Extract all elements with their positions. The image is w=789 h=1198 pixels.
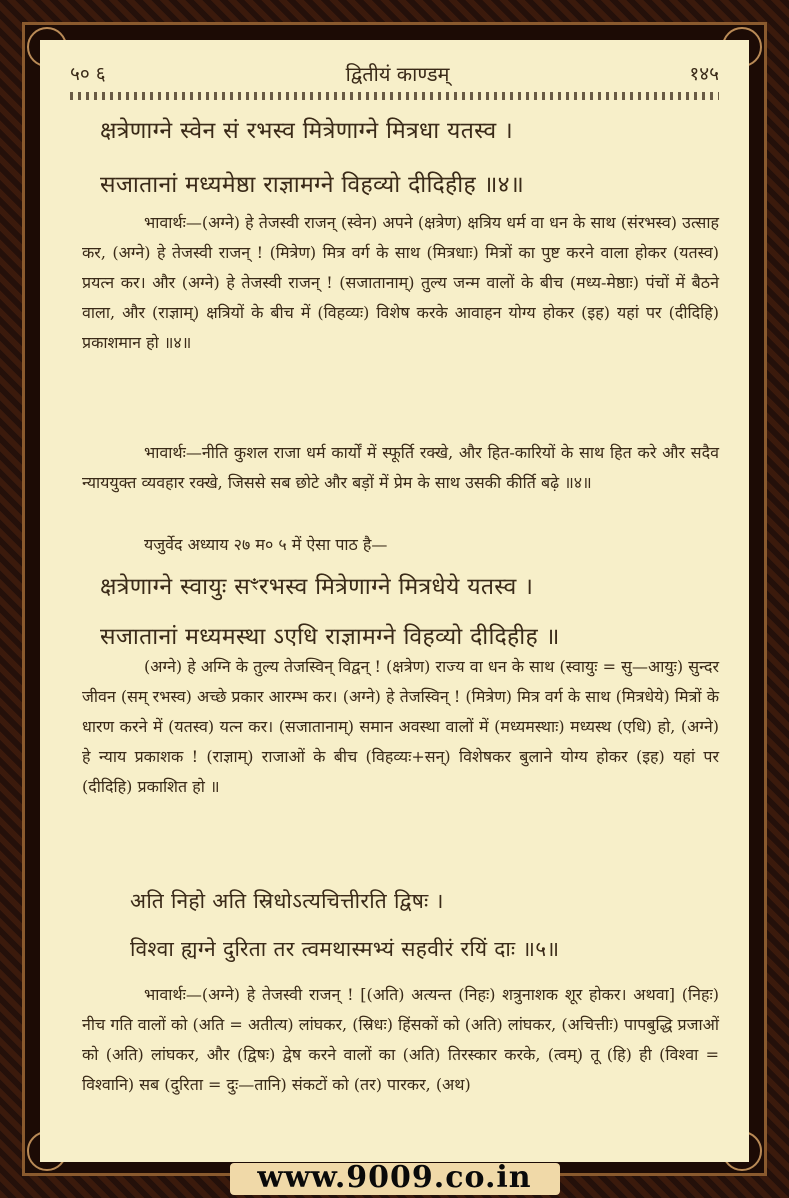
page-title: द्वितीयं काण्डम् bbox=[345, 61, 450, 86]
commentary-paragraph: भावार्थः—(अग्ने) हे तेजस्वी राजन् ! [(अति) अत्यन्त (निहः) शत्रुनाशक शूर होकर। अथवा] (निहः) नीच गति वालों को (अति = अतीत्य) लांघकर, (स्रिधः) हिंसकों को (अति) लांघकर, (अचित्तीः) पापबुद्धि प्रजाओं को (अति) लांघकर, और (द्विषः) द्वेष करने वालों का (अति) तिरस्कार करके, (त्वम्) तू (हि) ही (विश्वा = विश्वानि) सब (दुरिता = दुः—तानि) संकटों को (तर) पारकर, (अथ) bbox=[82, 985, 719, 1094]
page-header bbox=[70, 58, 719, 88]
verse-line: क्षत्रेणाग्ने स्वेन सं रभस्व मित्रेणाग्ने मित्रधा यतस्व । bbox=[100, 118, 514, 144]
verse-3 bbox=[130, 882, 709, 968]
commentary-paragraph: भावार्थः—(अग्ने) हे तेजस्वी राजन् (स्वेन) अपने (क्षत्रेण) क्षत्रिय धर्म वा धन के साथ (संरभस्व) उत्साह कर, (अग्ने) हे तेजस्वी राजन् ! (मित्रेण) मित्र वर्ग के साथ (मित्रधाः) मित्रों का पुष्ट करने वाला होकर (यतस्व) प्रयत्न कर। और (अग्ने) हे तेजस्वी राजन् ! (सजातानाम्) तुल्य जन्म वालों के बीच (मध्य-मेष्ठाः) पंचों में बैठने वाला, और (राज्ञाम्) क्षत्रियों के बीच में (विहव्यः) विशेष करके आवाहन योग्य होकर (इह) यहां पर (दीदिहि) प्रकाशमान हो ॥४॥ bbox=[82, 213, 719, 352]
header-left: ५० ६ bbox=[70, 63, 106, 85]
verse-line: क्षत्रेणाग्ने स्वायुः सꣳरभस्व मित्रेणाग्ने मित्रधेये यतस्व । bbox=[100, 574, 534, 600]
verse-line: विश्वा ह्यग्ने दुरिता तर त्वमथास्मभ्यं सहवीरं रयिं दाः ॥५॥ bbox=[130, 937, 560, 961]
verse-line: अति निहो अति स्रिधोऽत्यचित्तीरति द्विषः । bbox=[130, 889, 444, 913]
reference-note: यजुर्वेद अध्याय २७ म० ५ में ऐसा पाठ है— bbox=[144, 535, 388, 554]
commentary-paragraph: (अग्ने) हे अग्नि के तुल्य तेजस्विन् विद्वन् ! (क्षत्रेण) राज्य वा धन के साथ (स्वायुः = सु—आयुः) सुन्दर जीवन (सम् रभस्व) अच्छे प्रकार आरम्भ कर। (अग्ने) हे तेजस्विन् ! (मित्रेण) मित्र वर्ग के साथ (मित्रधेये) मित्रों के धारण करने में (यतस्व) यत्न कर। (सजातानाम्) समान अवस्था वालों में (मध्यमस्थाः) मध्यस्थ (एधि) हो, (अग्ने) हे न्याय प्रकाशक ! (राज्ञाम्) राजाओं के बीच (विहव्यः+सन्) विशेषकर बुलाने योग्य होकर (इह) यहां पर (दीदिहि) प्रकाशित हो ॥ bbox=[82, 657, 719, 796]
verse-2 bbox=[100, 568, 709, 656]
book-page bbox=[40, 40, 749, 1162]
page-number: १४५ bbox=[689, 63, 719, 85]
commentary-paragraph: भावार्थः—नीति कुशल राजा धर्म कार्यों में स्फूर्ति रक्खे, और हित-कारियों के साथ हित करे और सदैव न्याययुक्त व्यवहार रक्खे, जिससे सब छोटे और बड़ों में प्रेम के साथ उसकी कीर्ति बढ़े ॥४॥ bbox=[82, 443, 719, 492]
verse-line: सजातानां मध्यमस्था ऽएधि राज्ञामग्ने विहव्यो दीदिहीह ॥ bbox=[100, 624, 560, 650]
verse-line: सजातानां मध्यमेष्ठा राज्ञामग्ने विहव्यो दीदिहीह ॥४॥ bbox=[100, 172, 525, 198]
verse-1 bbox=[100, 112, 709, 204]
website-url: www.9009.co.in bbox=[257, 1160, 532, 1195]
header-divider bbox=[70, 92, 719, 100]
